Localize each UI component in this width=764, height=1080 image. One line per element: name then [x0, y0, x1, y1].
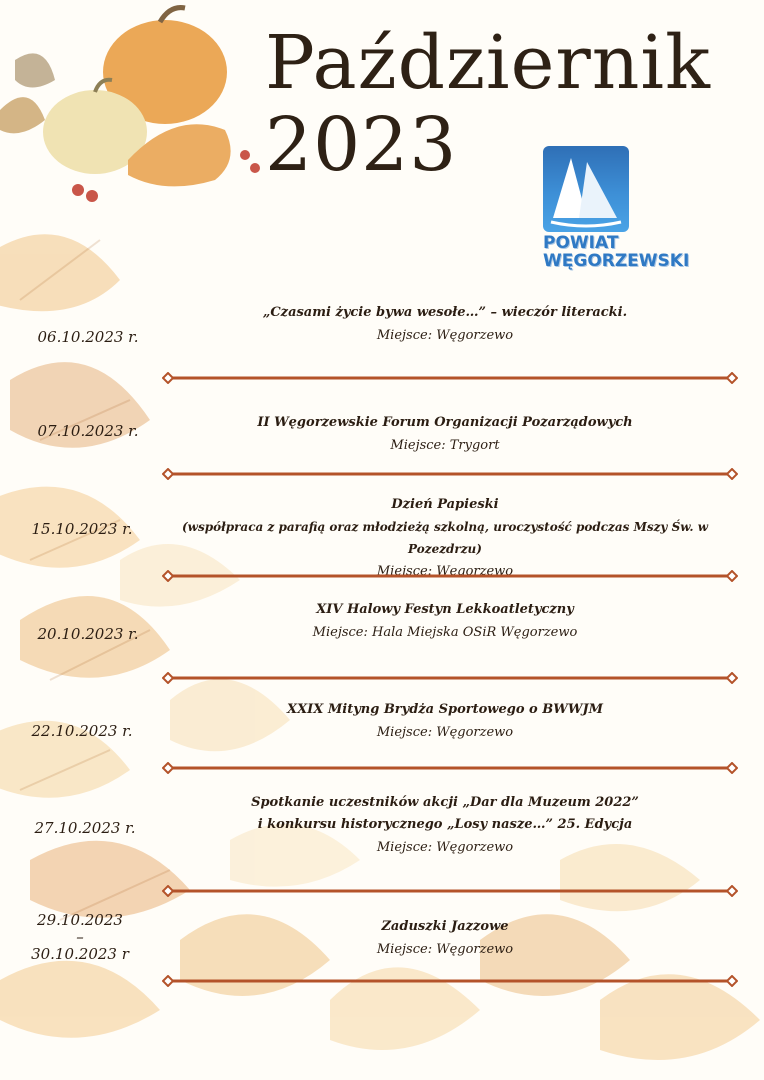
event-place: Miejsce: Trygort — [390, 438, 500, 453]
event-title: Dzień Papieski — [391, 497, 499, 512]
event-title: „Czasami życie bywa wesołe…” – wieczór literacki. — [262, 305, 628, 320]
divider — [162, 885, 738, 897]
event-date: 20.10.2023 r. — [37, 625, 139, 643]
title-month: Październik — [265, 20, 711, 106]
powiat-logo — [543, 146, 689, 274]
divider — [162, 372, 738, 384]
event-date: 07.10.2023 r. — [37, 422, 139, 440]
event-place: Miejsce: Hala Miejska OSiR Węgorzewo — [312, 625, 578, 640]
event-date: 15.10.2023 r. — [31, 520, 133, 538]
divider — [162, 762, 738, 774]
event-place: Miejsce: Węgorzewo — [376, 564, 514, 579]
event-item — [150, 792, 740, 860]
event-date — [10, 912, 150, 963]
event-date-dash: – — [76, 928, 84, 946]
event-place: Miejsce: Węgorzewo — [376, 942, 514, 957]
event-date: 27.10.2023 r. — [34, 819, 136, 837]
event-place: Miejsce: Węgorzewo — [376, 840, 514, 855]
event-item — [150, 302, 740, 348]
event-item — [150, 699, 740, 745]
divider — [162, 672, 738, 684]
event-title: Spotkanie uczestników akcji „Dar dla Muzeum 2022” — [251, 795, 639, 810]
event-date-end: 30.10.2023 r — [31, 945, 129, 963]
event-subtitle: (współpraca z parafią oraz młodzieżą szkolną, uroczystość podczas Mszy Św. w Pozezdrzu) — [181, 520, 709, 556]
sailboat-icon — [543, 146, 629, 232]
event-subtitle: i konkursu historycznego „Losy nasze…” 25. Edycja — [257, 817, 633, 832]
event-item — [150, 412, 740, 458]
event-date: 22.10.2023 r. — [31, 722, 133, 740]
event-item — [150, 599, 740, 645]
logo-line1: POWIAT — [543, 233, 619, 253]
event-date: 06.10.2023 r. — [37, 328, 139, 346]
divider — [162, 975, 738, 987]
event-place: Miejsce: Węgorzewo — [376, 725, 514, 740]
event-item — [150, 916, 740, 962]
title-year: 2023 — [265, 102, 458, 188]
divider — [162, 570, 738, 582]
event-title: Zaduszki Jazzowe — [381, 919, 509, 934]
logo-line2: WĘGORZEWSKI — [543, 251, 690, 271]
divider — [162, 468, 738, 480]
event-place: Miejsce: Węgorzewo — [376, 328, 514, 343]
event-title: XXIX Mityng Brydża Sportowego o BWWJM — [287, 702, 603, 717]
event-title: XIV Halowy Festyn Lekkoatletyczny — [316, 602, 574, 617]
event-title: II Węgorzewskie Forum Organizacji Pozarządowych — [257, 415, 633, 430]
event-date-start: 29.10.2023 — [37, 911, 123, 929]
